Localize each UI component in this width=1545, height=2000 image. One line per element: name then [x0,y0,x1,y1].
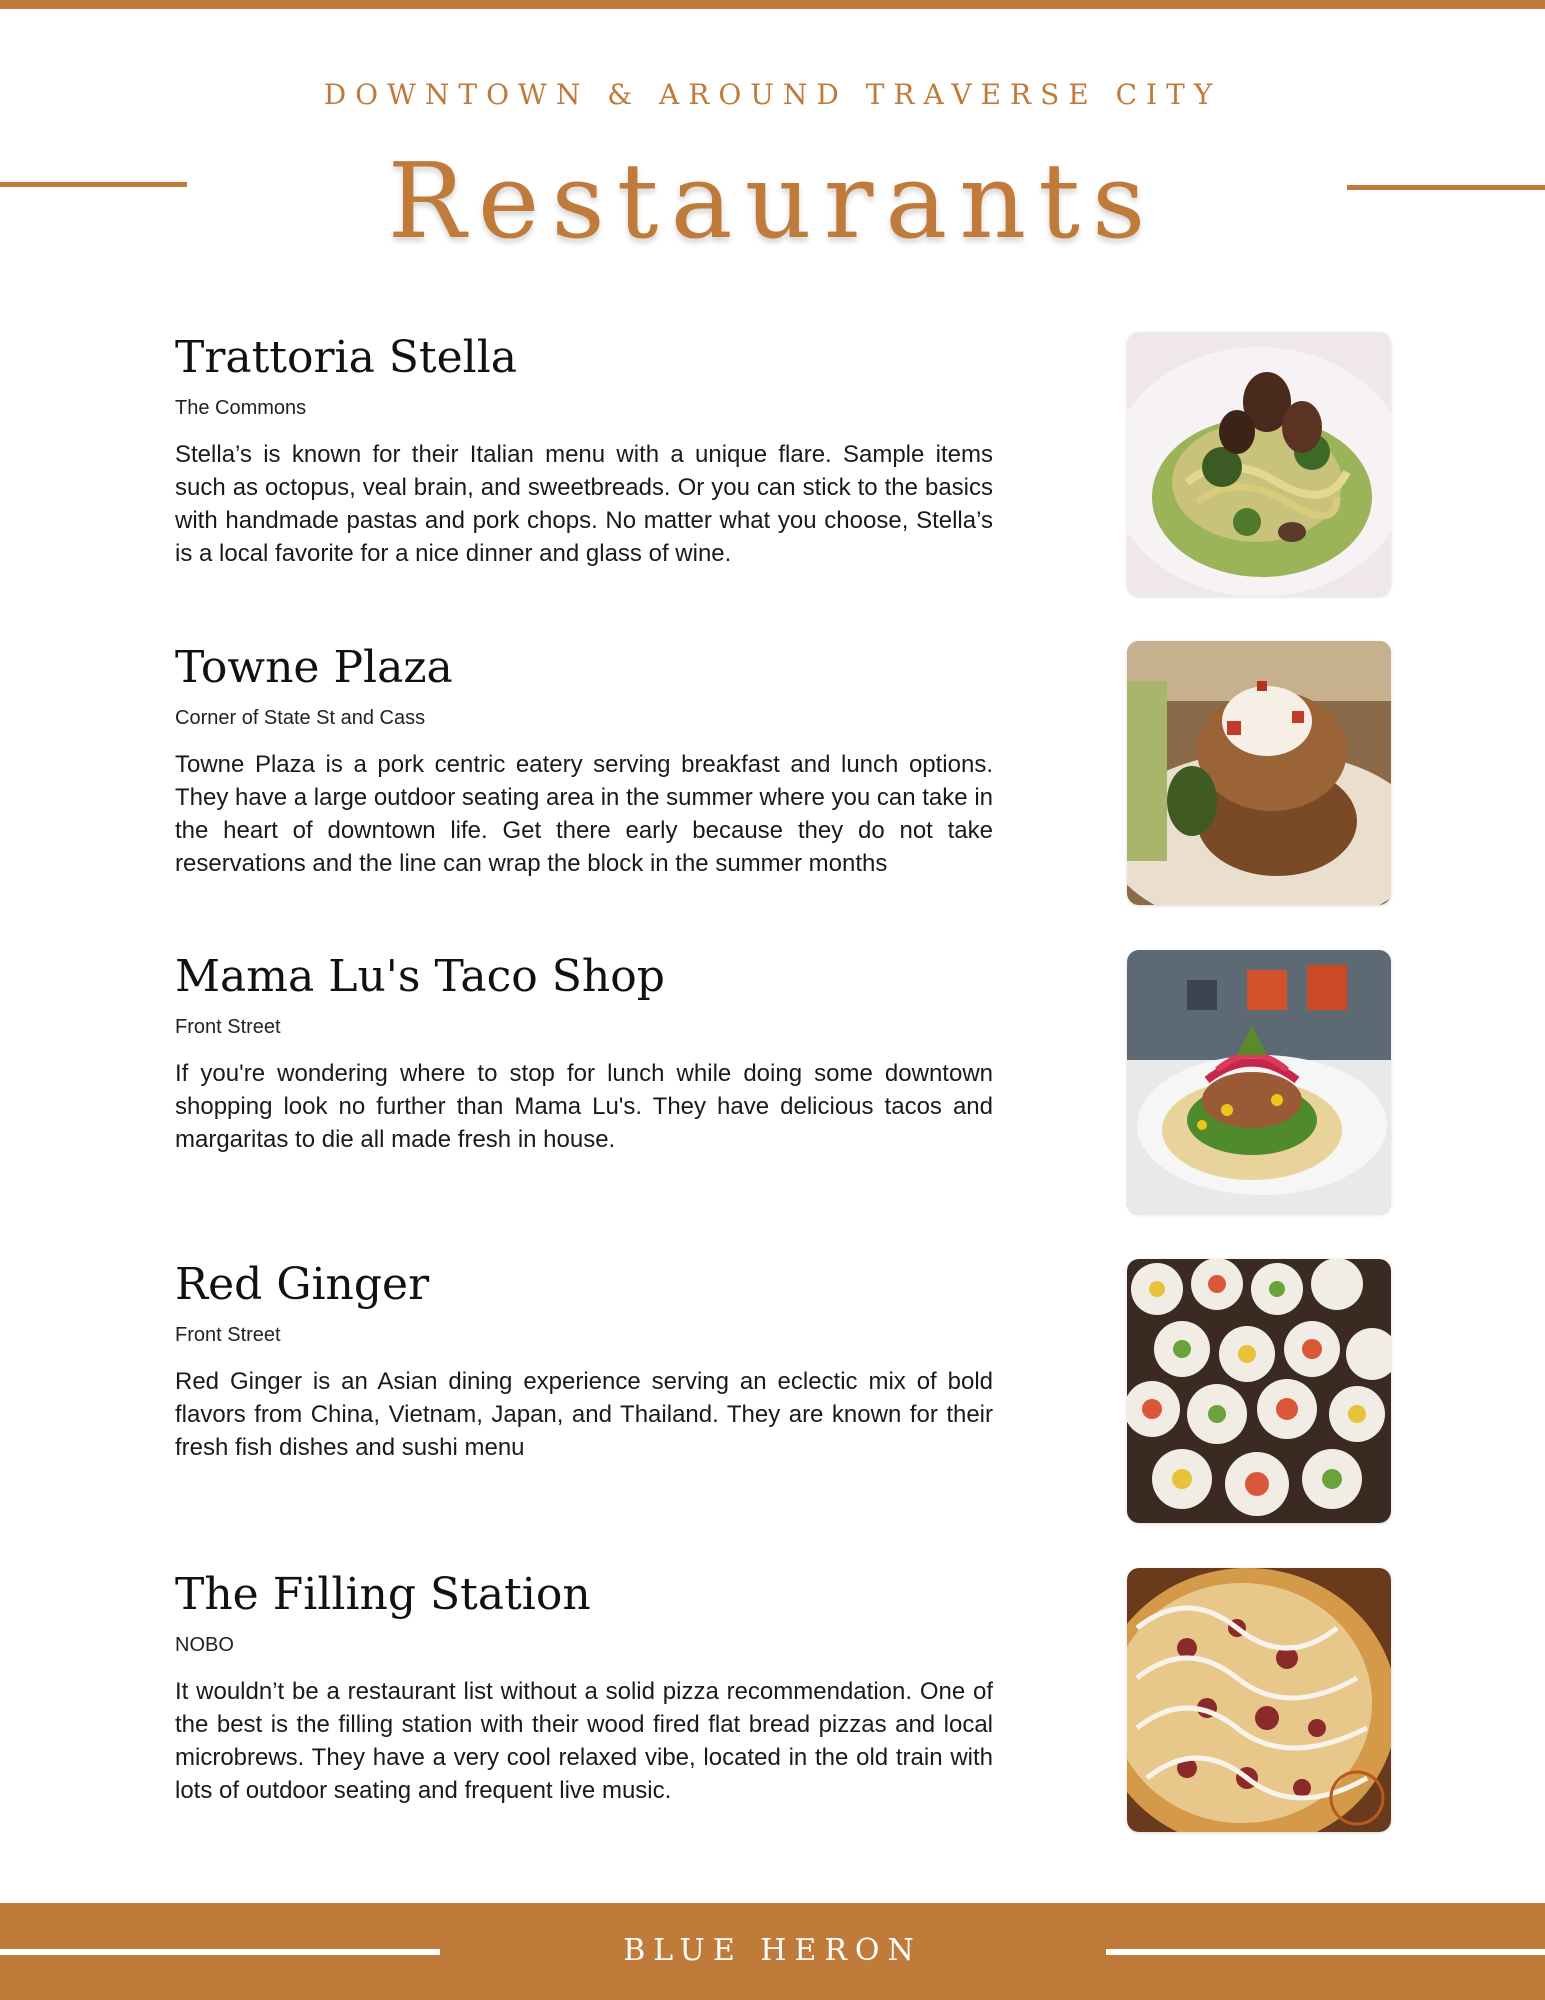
restaurant-name: Towne Plaza [175,642,453,693]
restaurant-location: Corner of State St and Cass [175,707,426,729]
restaurant-location: The Commons [175,397,307,419]
pork-plate-photo [1127,641,1391,905]
restaurant-description: If you're wondering where to stop for lunch while doing some downtown shopping look no further than Mama Lu's. They have delicious tacos and margaritas to die all made fresh in house. [175,1060,993,1153]
restaurant-description: It wouldn’t be a restaurant list without a solid pizza recommendation. One of the best is the filling station with their wood fired flat bread pizzas and local microbrews. They have a very cool relaxed vibe, located in the old train with lots of outdoor seating and frequent live music. [175,1678,993,1804]
footer-brand: BLUE HERON [623,1933,922,1968]
top-accent-bar [0,0,1545,9]
sushi-photo [1127,1259,1391,1523]
restaurant-entry-mama-lus-taco-shop [175,949,993,1156]
restaurant-location: Front Street [175,1324,281,1346]
restaurant-name: Mama Lu's Taco Shop [175,951,665,1002]
restaurant-description: Stella’s is known for their Italian menu with a unique flare. Sample items such as octopus, veal brain, and sweetbreads. Or you can stick to the basics with handmade pastas and pork chops. No matter what you choose, Stella’s is a local favorite for a nice dinner and glass of wine. [175,441,993,567]
restaurant-location: Front Street [175,1016,281,1038]
restaurant-location: NOBO [175,1634,234,1656]
restaurant-name: The Filling Station [175,1569,591,1620]
restaurant-name: Trattoria Stella [175,332,518,383]
pasta-dish-photo [1127,332,1391,596]
restaurant-entry-red-ginger [175,1257,993,1464]
page-title: Restaurants [387,140,1158,262]
restaurant-entry-trattoria-stella [175,330,993,570]
page-subtitle: DOWNTOWN & AROUND TRAVERSE CITY [323,78,1222,111]
pizza-photo [1127,1568,1391,1832]
restaurant-description: Red Ginger is an Asian dining experience serving an eclectic mix of bold flavors from China, Vietnam, Japan, and Thailand. They are known for their fresh fish dishes and sushi menu [175,1368,993,1461]
footer-bar [0,1903,1545,2000]
restaurant-description: Towne Plaza is a pork centric eatery serving breakfast and lunch options. They have a large outdoor seating area in the summer where you can take in the heart of downtown life. Get there early because they do not take reservations and the line can wrap the block in the summer months [175,751,993,877]
taco-photo [1127,950,1391,1214]
restaurant-name: Red Ginger [175,1259,430,1310]
restaurant-entry-the-filling-station [175,1567,993,1807]
restaurant-entry-towne-plaza [175,640,993,880]
